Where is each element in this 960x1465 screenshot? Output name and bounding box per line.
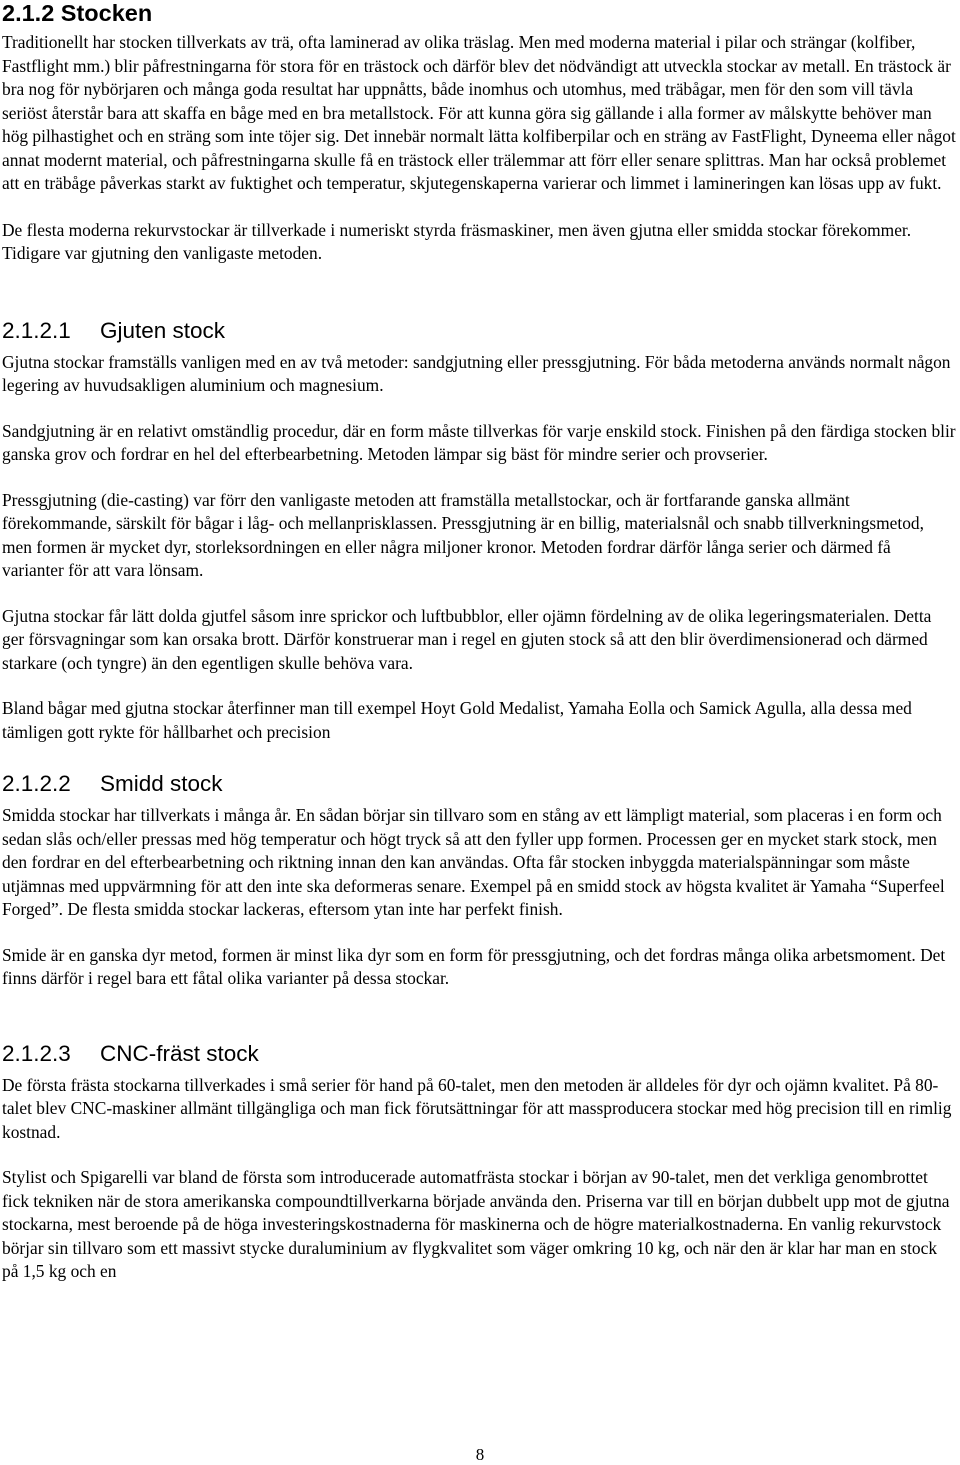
page-number: 8 [475, 1445, 485, 1464]
section-heading: 2.1.2 Stocken [2, 0, 153, 26]
paragraph: De flesta moderna rekurvstockar är tillverkade i numeriskt styrda fräsmaskiner, men även gjutna eller smidda stockar förekommer. Tidigare var gjutning den vanligaste metoden. [2, 219, 912, 263]
paragraph: Traditionellt har stocken tillverkats av trä, ofta laminerad av olika träslag. Men med moderna material i pilar och strängar (kolfiber, Fastflight mm.) blir påfrestningarna för stora för en trästock och därför blev det nödvändigt att utveckla stockar av metall. En trästock är bra nog för nybörjaren och många goda resultat har uppnåtts, både inomhus och utomhus, med träbågar, men för den som vill tävla seriöst återstår bara att skaffa en båge med en bra metallstock. För att kunna göra sig gällande i alla former av målskytte behöver man hög pilhastighet och en sträng som inte töjer sig. Det innebär normalt lätta kolfiberpilar och en sträng av FastFlight, Dyneema eller något annat modernt material, och påfrestningarna skulle få en trästock eller trälemmar att förr eller senare splittras. Man har också problemet att en träbåge påverkas starkt av fuktighet och temperatur, skjutegenskaperna varierar och limmet i lamineringen kan lösas upp av fukt. [2, 32, 956, 193]
subsection-number: 2.1.2.3 [2, 1040, 71, 1066]
subsection-heading [2, 771, 956, 797]
paragraph: Bland bågar med gjutna stockar återfinner man till exempel Hoyt Gold Medalist, Yamaha Eolla och Samick Agulla, alla dessa med tämligen gott rykte för hållbarhet och precision [2, 698, 912, 742]
subsection-number: 2.1.2.2 [2, 771, 71, 796]
paragraph: Pressgjutning (die-casting) var förr den vanligaste metoden att framställa metallstockar, och är fortfarande ganska allmänt förekommande, särskilt för bågar i låg- och mellanprisklassen. Pressgjutning är en billig, materialsnål och snabb tillverkningsmetod, men formen är mycket dyr, storleksordningen en eller några miljoner kronor. Metoden fordrar därför långa serier och därmed få varianter för att vara lönsam. [2, 489, 924, 580]
subsection-heading [2, 1041, 956, 1067]
paragraph: Gjutna stockar framställs vanligen med en av två metoder: sandgjutning eller pressgjutning. För båda metoderna används normalt någon legering av huvudsakligen aluminium och magnesium. [2, 351, 951, 395]
subsection-number: 2.1.2.1 [2, 317, 71, 343]
subsection-title: Smidd stock [100, 771, 223, 796]
paragraph: Sandgjutning är en relativt omständlig procedur, där en form måste tillverkas för varje enskild stock. Finishen på den färdiga stocken blir ganska grov och fordrar en hel del efterbearbetning. Metoden lämpar sig bäst för mindre serier och provserier. [2, 420, 956, 464]
subsection-heading [2, 318, 956, 344]
paragraph: Stylist och Spigarelli var bland de första som introducerade automatfrästa stockar i början av 90-talet, men det verkliga genombrottet fick tekniken när de stora amerikanska compoundtillverkarna började använda den. Priserna var till en början dubbelt upp mot de gjutna stockarna, mest beroende på de höga investeringskostnaderna för maskinerna och de högre materialkostnaderna. En vanlig rekurvstock börjar sin tillvaro som ett massivt stycke duraluminium av flygkvalitet som väger omkring 10 kg, och när den är klar har man en stock på 1,5 kg och en [2, 1167, 950, 1281]
subsection-title: Gjuten stock [100, 317, 226, 343]
subsection-title: CNC-fräst stock [100, 1040, 259, 1066]
paragraph: Gjutna stockar får lätt dolda gjutfel såsom inre sprickor och luftbubblor, eller ojämn fördelning av de olika legeringsmaterialen. Detta ger försvagningar som kan orsaka brott. Därför konstruerar man i regel en gjuten stock så att den blir överdimensionerad och därmed starkare (och tyngre) än den egentligen skulle behöva vara. [2, 605, 932, 673]
paragraph: Smidda stockar har tillverkats i många år. En sådan börjar sin tillvaro som en stång av ett lämpligt material, som placeras i en form och sedan slås och/eller pressas med hög temperatur och högt tryck så att den fyller upp formen. Processen ger en mycket stark stock, men den fordrar en del efterbearbetning och riktning innan den kan användas. Ofta får stocken inbyggda materialspänningar som måste utjämnas med uppvärmning för att den inte ska deformeras senare. Exempel på en smidd stock av högsta kvalitet är Yamaha “Superfeel Forged”. De flesta smidda stockar lackeras, eftersom ytan inte har perfekt finish. [2, 805, 945, 919]
paragraph: Smide är en ganska dyr metod, formen är minst lika dyr som en form för pressgjutning, och det fordras många olika arbetsmoment. Det finns därför i regel bara ett fåtal olika varianter på dessa stockar. [2, 944, 946, 988]
paragraph: De första frästa stockarna tillverkades i små serier för hand på 60-talet, men den metoden är alldeles för dyr och ojämn kvalitet. På 80-talet blev CNC-maskiner allmänt tillgängliga och man fick förutsättningar för att massproducera stockar med hög precision till en rimlig kostnad. [2, 1074, 952, 1142]
